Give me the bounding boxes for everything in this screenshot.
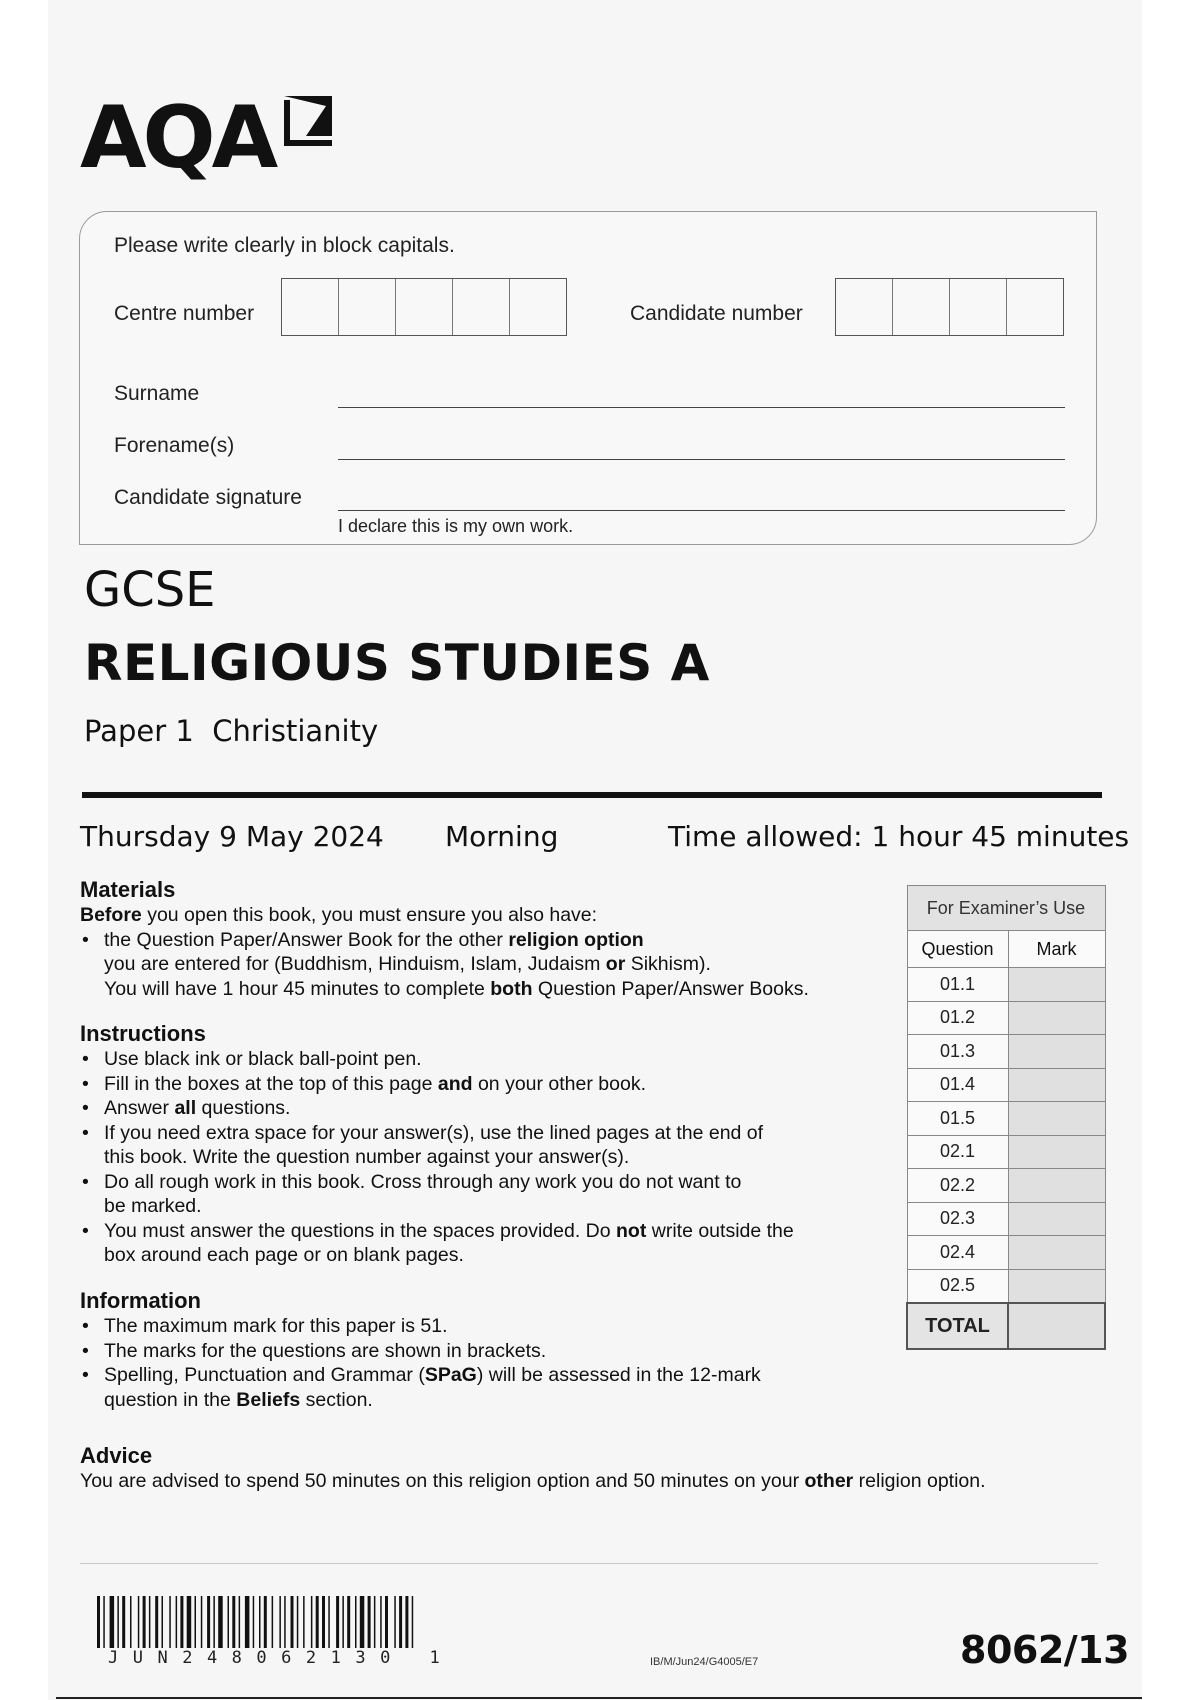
table-row	[907, 1102, 1105, 1136]
mark-cell	[1008, 1102, 1105, 1136]
advice-heading: Advice	[80, 1443, 153, 1468]
candidate-details-box	[79, 211, 1097, 545]
declaration-text: I declare this is my own work.	[338, 516, 574, 536]
materials-list	[80, 928, 900, 1002]
question-number-cell: 02.3	[907, 1202, 1008, 1236]
examiner-table-heading: For Examiner’s Use	[907, 886, 1105, 931]
list-item: • Fill in the boxes at the top of this page and on your other book.	[80, 1072, 900, 1097]
mark-cell	[1008, 1001, 1105, 1035]
total-row	[907, 1303, 1105, 1349]
mark-cell	[1008, 1236, 1105, 1270]
question-number-cell: 01.3	[907, 1035, 1008, 1069]
table-row	[907, 1068, 1105, 1102]
instructions-list	[80, 1047, 900, 1268]
page-bottom-rule	[56, 1697, 1142, 1699]
paper-code: 8062/13	[960, 1628, 1130, 1672]
forenames-label: Forename(s)	[114, 434, 235, 457]
materials-intro: Before you open this book, you must ensure you also have:	[80, 904, 598, 926]
exam-date: Thursday 9 May 2024	[80, 820, 384, 853]
list-item: • the Question Paper/Answer Book for the other religion option you are entered for (Buddhism, Hinduism, Islam, Judaism or Sikhism). You will have 1 hour 45 minutes to complete both Question Paper/Answer Books.	[80, 928, 900, 1002]
candidate-number-label: Candidate number	[630, 302, 803, 325]
mark-cell	[1008, 1068, 1105, 1102]
instructions-heading: Instructions	[80, 1021, 206, 1046]
divider-rule	[82, 792, 1102, 798]
paper-title	[84, 714, 378, 748]
question-number-cell: 01.2	[907, 1001, 1008, 1035]
list-item: • You must answer the questions in the spaces provided. Do not write outside the box around each page or on blank pages.	[80, 1219, 900, 1268]
materials-heading: Materials	[80, 877, 176, 902]
print-reference: IB/M/Jun24/G4005/E7	[650, 1656, 759, 1668]
mark-cell	[1008, 1269, 1105, 1303]
total-label-cell: TOTAL	[907, 1303, 1008, 1349]
centre-number-label: Centre number	[114, 302, 255, 325]
subject-title: RELIGIOUS STUDIES A	[84, 634, 710, 692]
time-allowed: Time allowed: 1 hour 45 minutes	[668, 820, 1130, 853]
table-row	[907, 1135, 1105, 1169]
instructions-section	[80, 1021, 900, 1268]
centre-digit-box[interactable]	[339, 279, 396, 335]
aqa-logo-mark-icon	[280, 94, 336, 150]
block-capitals-instruction: Please write clearly in block capitals.	[114, 234, 455, 257]
question-number-cell: 02.2	[907, 1169, 1008, 1203]
qualification-title: GCSE	[84, 562, 216, 618]
aqa-logo: AQA	[80, 90, 340, 186]
table-row	[907, 968, 1105, 1002]
list-item: • Do all rough work in this book. Cross through any work you do not want to be marked.	[80, 1170, 900, 1219]
information-list	[80, 1314, 900, 1412]
candidate-digit-box[interactable]	[836, 279, 893, 335]
list-item: • The marks for the questions are shown in brackets.	[80, 1339, 900, 1364]
candidate-digit-box[interactable]	[950, 279, 1007, 335]
advice-section	[80, 1443, 1100, 1494]
paper-number: Paper 1	[84, 714, 194, 748]
mark-cell	[1008, 968, 1105, 1002]
question-column-header: Question	[907, 931, 1008, 968]
table-row	[907, 1169, 1105, 1203]
advice-text: You are advised to spend 50 minutes on this religion option and 50 minutes on your other religion option.	[80, 1470, 986, 1492]
information-heading: Information	[80, 1288, 201, 1313]
list-item: • If you need extra space for your answer(s), use the lined pages at the end of this book. Write the question number against your answer(s).	[80, 1121, 900, 1170]
examiner-use-table	[906, 885, 1106, 1350]
question-number-cell: 02.1	[907, 1135, 1008, 1169]
examiner-table-body	[907, 968, 1105, 1350]
barcode-number: JUN248062130 1	[108, 1648, 455, 1668]
signature-field[interactable]	[338, 510, 1065, 511]
centre-digit-box[interactable]	[396, 279, 453, 335]
list-item: • Answer all questions.	[80, 1096, 900, 1121]
list-item: • Spelling, Punctuation and Grammar (SPaG) will be assessed in the 12-mark question in the Beliefs section.	[80, 1363, 900, 1412]
candidate-digit-box[interactable]	[1007, 279, 1063, 335]
mark-cell	[1008, 1169, 1105, 1203]
information-section	[80, 1288, 900, 1412]
centre-digit-box[interactable]	[510, 279, 566, 335]
candidate-number-boxes[interactable]	[835, 278, 1064, 336]
materials-section	[80, 877, 900, 1001]
list-item: • Use black ink or black ball-point pen.	[80, 1047, 900, 1072]
question-number-cell: 01.1	[907, 968, 1008, 1002]
candidate-digit-box[interactable]	[893, 279, 950, 335]
question-number-cell: 01.4	[907, 1068, 1008, 1102]
paper-topic: Christianity	[212, 714, 379, 748]
barcode	[97, 1596, 509, 1648]
mark-cell	[1008, 1035, 1105, 1069]
surname-field[interactable]	[338, 407, 1065, 408]
list-item: • The maximum mark for this paper is 51.	[80, 1314, 900, 1339]
exam-session: Morning	[445, 820, 559, 853]
centre-number-boxes[interactable]	[281, 278, 567, 336]
mark-cell	[1008, 1135, 1105, 1169]
footer-divider	[80, 1563, 1098, 1564]
surname-label: Surname	[114, 382, 200, 405]
question-number-cell: 02.4	[907, 1236, 1008, 1270]
mark-cell	[1008, 1202, 1105, 1236]
centre-digit-box[interactable]	[453, 279, 510, 335]
table-row	[907, 1202, 1105, 1236]
mark-column-header: Mark	[1008, 931, 1105, 968]
table-row	[907, 1035, 1105, 1069]
table-row	[907, 1001, 1105, 1035]
total-mark-cell	[1008, 1303, 1105, 1349]
forenames-field[interactable]	[338, 459, 1065, 460]
question-number-cell: 02.5	[907, 1269, 1008, 1303]
table-row	[907, 1236, 1105, 1270]
question-number-cell: 01.5	[907, 1102, 1008, 1136]
signature-label: Candidate signature	[114, 486, 302, 509]
table-row	[907, 1269, 1105, 1303]
centre-digit-box[interactable]	[282, 279, 339, 335]
